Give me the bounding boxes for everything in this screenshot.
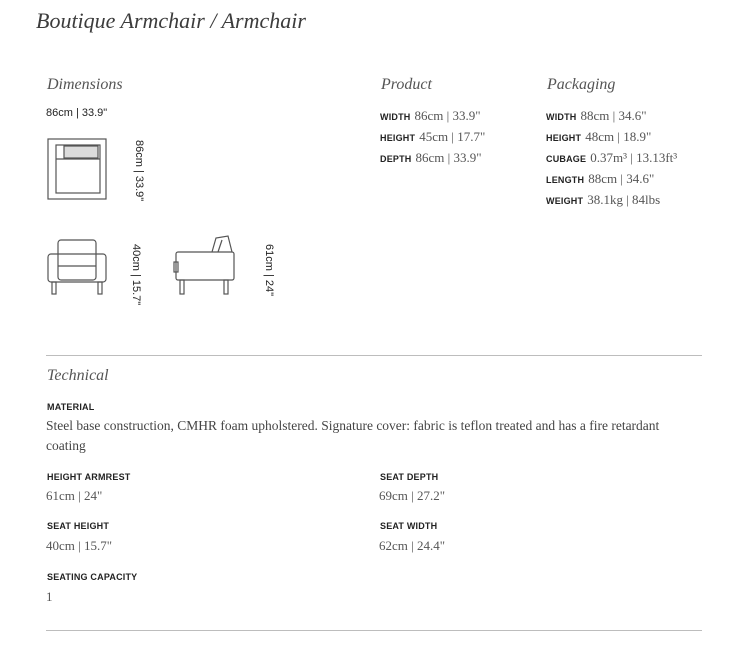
section-divider	[46, 355, 702, 356]
armchair-front-view-icon	[46, 236, 110, 298]
product-width-row	[380, 106, 481, 127]
packaging-height-row	[546, 127, 651, 148]
armchair-side-view-icon	[172, 232, 238, 298]
seating-capacity-value: 1	[46, 589, 53, 604]
spec-label: CUBAGE	[546, 154, 587, 164]
packaging-weight-row	[546, 190, 660, 211]
spec-label: LENGTH	[546, 175, 585, 185]
seat-height-label: SEAT HEIGHT	[47, 521, 110, 531]
packaging-width-row	[546, 106, 647, 127]
spec-value: 88cm | 34.6"	[588, 171, 655, 186]
technical-heading: Technical	[47, 367, 109, 384]
spec-value: 86cm | 33.9"	[415, 150, 482, 165]
spec-label: HEIGHT	[546, 133, 582, 143]
material-label: MATERIAL	[47, 402, 95, 412]
height-armrest-value: 61cm | 24"	[46, 488, 103, 503]
bottom-divider	[46, 630, 702, 631]
spec-value: 86cm | 33.9"	[414, 108, 481, 123]
spec-value: 45cm | 17.7"	[419, 129, 486, 144]
seating-capacity-label: SEATING CAPACITY	[47, 572, 138, 582]
top-width-label: 86cm | 33.9"	[46, 107, 108, 119]
spec-value: 48cm | 18.9"	[585, 129, 652, 144]
spec-label: DEPTH	[380, 154, 412, 164]
dimensions-heading: Dimensions	[47, 76, 123, 93]
seat-height-value: 40cm | 15.7"	[46, 538, 113, 553]
product-height-row	[380, 127, 485, 148]
spec-label: WIDTH	[380, 112, 411, 122]
armchair-top-view-icon	[46, 137, 110, 203]
packaging-length-row	[546, 169, 654, 190]
spec-label: WEIGHT	[546, 196, 584, 206]
material-value: Steel base construction, CMHR foam upholstered. Signature cover: fabric is teflon treated and has a fire retardant coating	[46, 418, 660, 453]
packaging-heading: Packaging	[547, 76, 616, 93]
seat-width-label: SEAT WIDTH	[380, 521, 438, 531]
side-height-label: 61cm | 24"	[263, 244, 275, 297]
product-depth-row	[380, 148, 482, 169]
product-heading: Product	[381, 76, 432, 93]
top-depth-label: 86cm | 33.9"	[133, 140, 145, 202]
spec-label: HEIGHT	[380, 133, 416, 143]
height-armrest-label: HEIGHT ARMREST	[47, 472, 131, 482]
seat-depth-value: 69cm | 27.2"	[379, 488, 446, 503]
packaging-cubage-row	[546, 148, 677, 169]
seat-depth-label: SEAT DEPTH	[380, 472, 439, 482]
spec-value: 0.37m³ | 13.13ft³	[590, 150, 678, 165]
page-title: Boutique Armchair / Armchair	[36, 8, 306, 33]
spec-value: 88cm | 34.6"	[580, 108, 647, 123]
seat-width-value: 62cm | 24.4"	[379, 538, 446, 553]
spec-value: 38.1kg | 84lbs	[587, 192, 661, 207]
front-height-label: 40cm | 15.7"	[130, 244, 142, 306]
spec-label: WIDTH	[546, 112, 577, 122]
